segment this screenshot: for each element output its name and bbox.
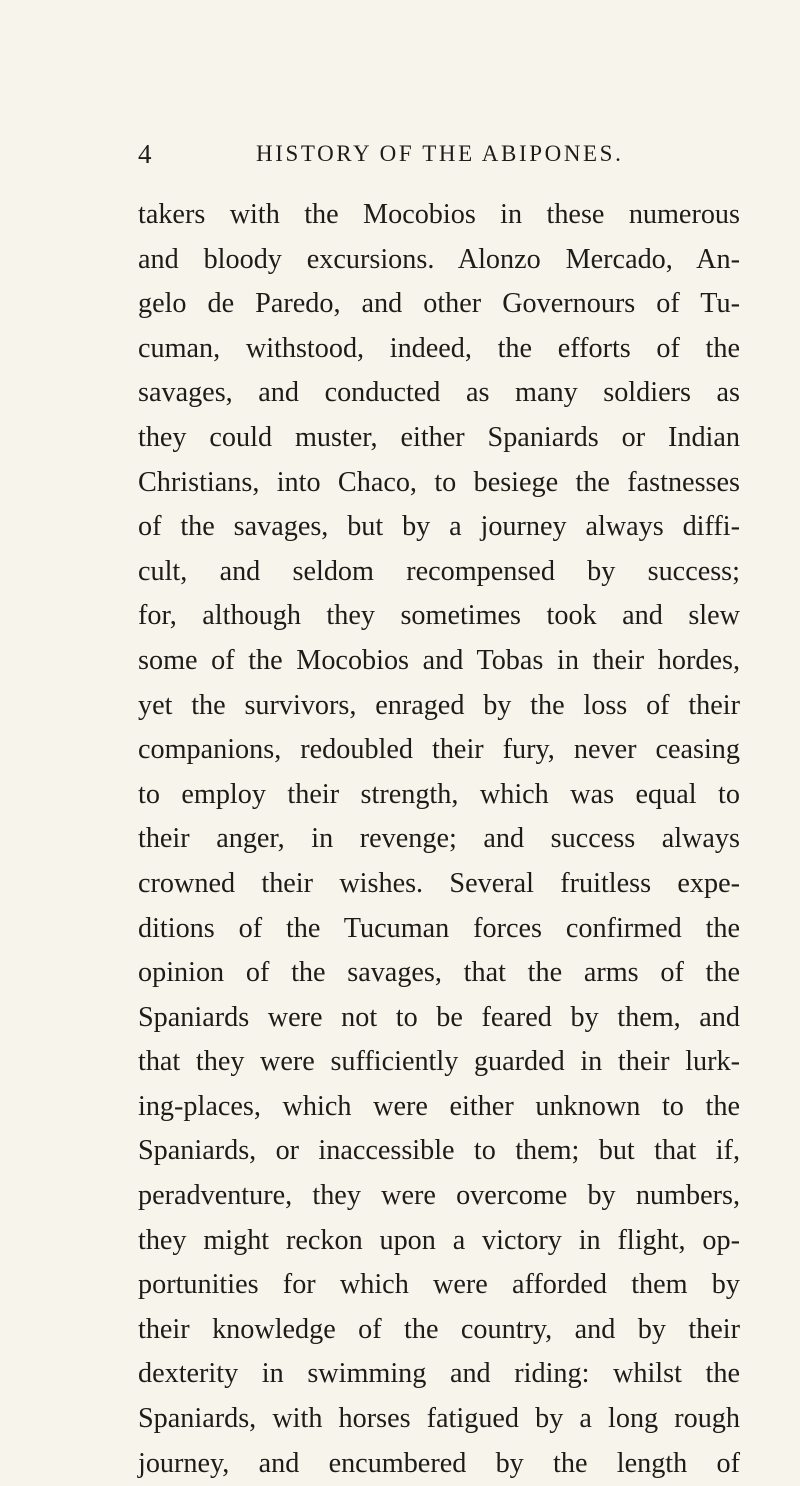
text-line: opinion of the savages, that the arms of the: [138, 957, 740, 989]
text-line: they could muster, either Spaniards or Indian: [138, 421, 740, 453]
text-line: savages, and conducted as many soldiers as: [138, 377, 740, 409]
text-line: takers with the Mocobios in these numerous: [138, 199, 740, 230]
text-line: their anger, in revenge; and success always: [138, 823, 740, 855]
text-line: and bloody excursions. Alonzo Mercado, An-: [138, 243, 740, 275]
text-line: that they were sufficiently guarded in their lurk-: [138, 1046, 740, 1078]
text-line: for, although they sometimes took and slew: [138, 600, 740, 632]
text-line: of the savages, but by a journey always diffi-: [138, 511, 740, 543]
text-line: Spaniards, with horses fatigued by a long rough: [138, 1403, 740, 1435]
text-line: cult, and seldom recompensed by success;: [138, 555, 740, 587]
text-line: peradventure, they were overcome by numbers,: [138, 1180, 740, 1212]
text-line: ditions of the Tucuman forces confirmed the: [138, 912, 740, 944]
text-line: ing-places, which were either unknown to the: [138, 1090, 740, 1122]
running-title: HISTORY OF THE ABIPONES.: [256, 141, 624, 166]
text-line: crowned their wishes. Several fruitless expe-: [138, 867, 740, 899]
text-line: to employ their strength, which was equal to: [138, 778, 740, 810]
text-line: they might reckon upon a victory in flight, op-: [138, 1224, 740, 1256]
text-line: Christians, into Chaco, to besiege the fastnesses: [138, 466, 740, 498]
text-line: dexterity in swimming and riding: whilst the: [138, 1358, 740, 1390]
page-number: 4: [138, 139, 152, 169]
text-line: yet the survivors, enraged by the loss of their: [138, 689, 740, 721]
text-line: Spaniards, or inaccessible to them; but that if,: [138, 1135, 740, 1167]
text-line: Spaniards were not to be feared by them, and: [138, 1001, 740, 1033]
running-head: [138, 136, 648, 172]
text-line: their knowledge of the country, and by their: [138, 1313, 740, 1345]
text-line: gelo de Paredo, and other Governours of Tu-: [138, 288, 740, 320]
text-line: cuman, withstood, indeed, the efforts of the: [138, 332, 740, 364]
text-line: journey, and encumbered by the length of: [138, 1447, 740, 1479]
body-text: [138, 193, 740, 1486]
text-line: some of the Mocobios and Tobas in their hordes,: [138, 644, 740, 676]
text-line: companions, redoubled their fury, never ceasing: [138, 734, 740, 766]
text-line: portunities for which were afforded them by: [138, 1269, 740, 1301]
